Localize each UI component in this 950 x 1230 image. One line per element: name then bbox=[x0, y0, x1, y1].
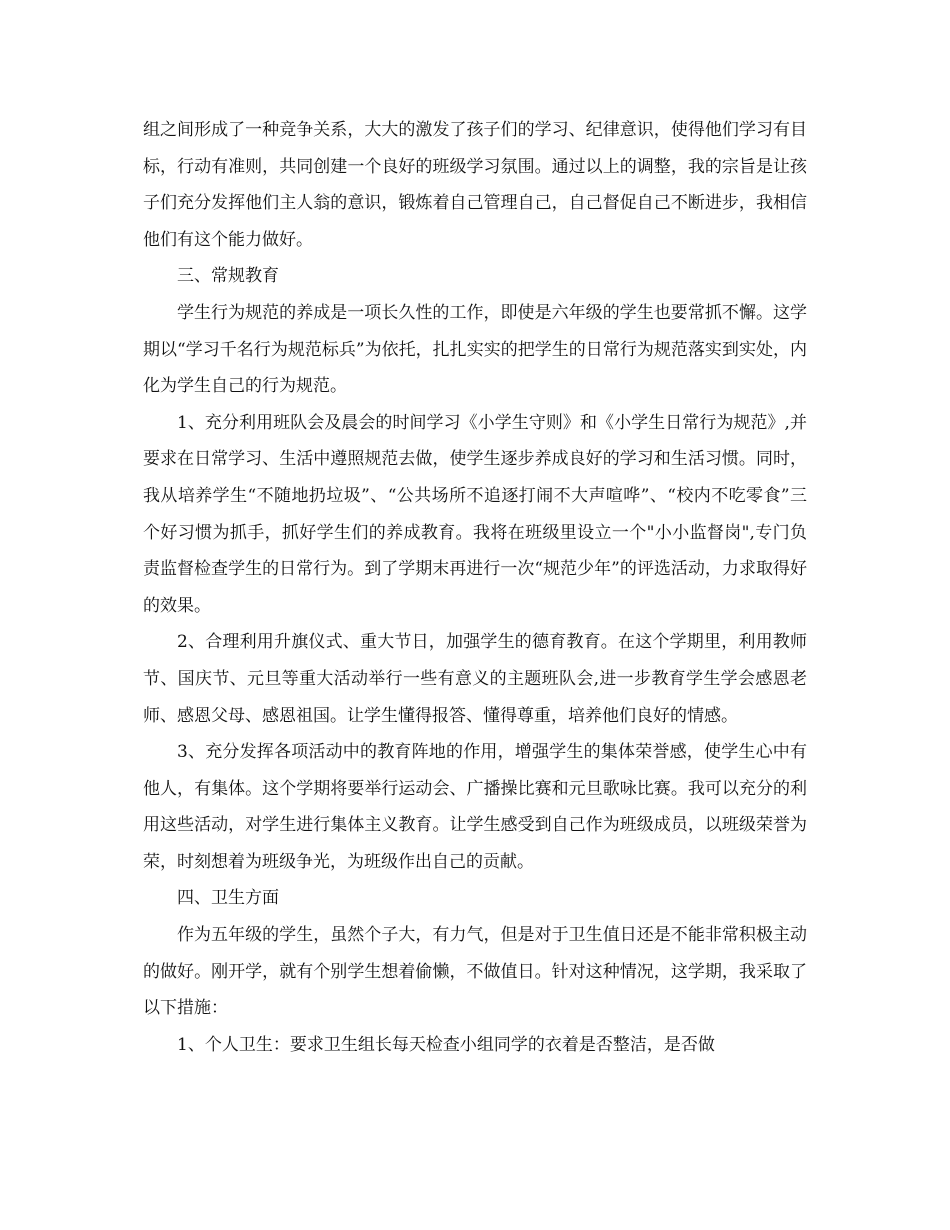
paragraph-item-3-activities: 3、充分发挥各项活动中的教育阵地的作用，增强学生的集体荣誉感，使学生心中有他人，有集体。这个学期将要举行运动会、广播操比赛和元旦歌咏比赛。我可以充分的利用这些活动，对学生进行集体主义教育。让学生感受到自己作为班级成员，以班级荣誉为荣，时刻想着为班级争光，为班级作出自己的贡献。 bbox=[143, 742, 807, 872]
paragraph-behavior-norms: 学生行为规范的养成是一项长久性的工作，即使是六年级的学生也要常抓不懈。这学期以“学习千名行为规范标兵”为依托，扎扎实实的把学生的日常行为规范落实到实处，内化为学生自己的行为规范。 bbox=[143, 302, 807, 397]
paragraph-item-2-flag-ceremony: 2、合理利用升旗仪式、重大节日，加强学生的德育教育。在这个学期里，利用教师节、国庆节、元旦等重大活动举行一些有意义的主题班队会,进一步教育学生学会感恩老师、感恩父母、感恩祖国。让学生懂得报答、懂得尊重，培养他们良好的情感。 bbox=[143, 632, 807, 726]
document-page bbox=[143, 112, 807, 1063]
paragraph-hygiene-item-1: 1、个人卫生：要求卫生组长每天检查小组同学的衣着是否整洁，是否做 bbox=[177, 1034, 715, 1055]
paragraph-hygiene-intro: 作为五年级的学生，虽然个子大，有力气，但是对于卫生值日还是不能非常积极主动的做好。刚开学，就有个别学生想着偷懒，不做值日。针对这种情况，这学期，我采取了以下措施： bbox=[143, 925, 807, 1019]
paragraph-item-1-class-meetings: 1、充分利用班队会及晨会的时间学习《小学生守则》和《小学生日常行为规范》,并要求在日常学习、生活中遵照规范去做，使学生逐步养成良好的学习和生活习惯。同时，我从培养学生“不随地扔垃圾”、“公共场所不追逐打闹不大声喧哗”、“校内不吃零食”三个好习惯为抓手，抓好学生们的养成教育。我将在班级里设立一个"小小监督岗",专门负责监督检查学生的日常行为。到了学期末再进行一次“规范少年”的评选活动，力求取得好的效果。 bbox=[143, 412, 807, 616]
section-heading-hygiene: 四、卫生方面 bbox=[177, 888, 279, 909]
paragraph-continuation: 组之间形成了一种竞争关系，大大的激发了孩子们的学习、纪律意识，使得他们学习有目标，行动有准则，共同创建一个良好的班级学习氛围。通过以上的调整，我的宗旨是让孩子们充分发挥他们主人翁的意识，锻炼着自己管理自己，自己督促自己不断进步，我相信他们有这个能力做好。 bbox=[143, 120, 807, 250]
section-heading-routine-education: 三、常规教育 bbox=[177, 266, 279, 287]
